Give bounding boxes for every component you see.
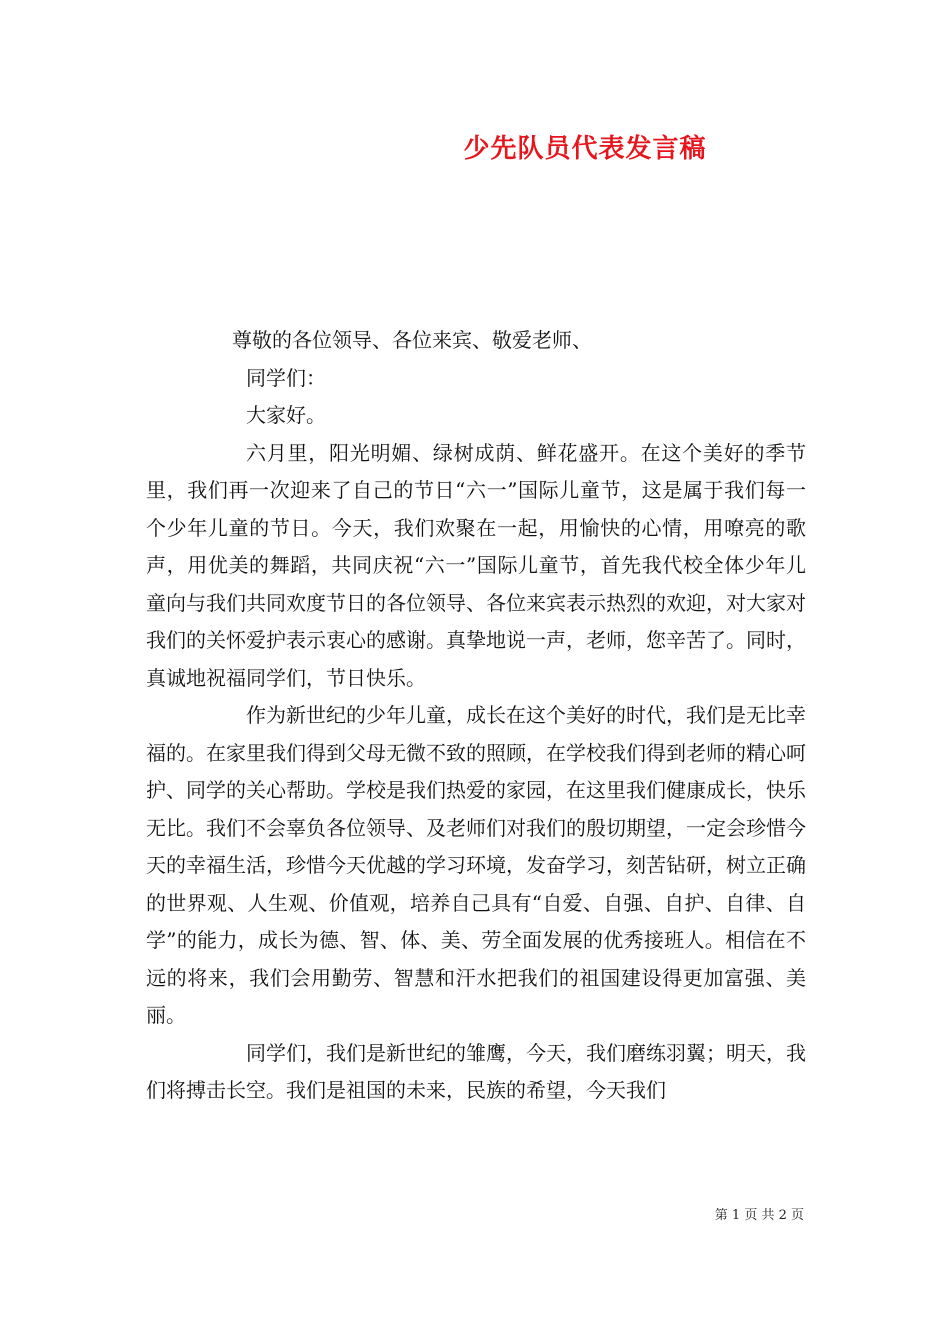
paragraph: 六月里，阳光明媚、绿树成荫、鲜花盛开。在这个美好的季节里，我们再一次迎来了自己的节日“六一”国际儿童节，这是属于我们每一个少年儿童的节日。今天，我们欢聚在一起，用愉快的心情，用嘹亮的歌声，用优美的舞蹈，共同庆祝“六一”国际儿童节，首先我代校全体少年儿童向与我们共同欢度节日的各位领导、各位来宾表示热烈的欢迎，对大家对我们的关怀爱护表示衷心的感谢。真挚地说一声，老师，您辛苦了。同时，真诚地祝福同学们，节日快乐。 bbox=[146, 440, 806, 690]
salutation-line-2: 同学们： bbox=[246, 365, 326, 390]
paragraph: 同学们，我们是新世纪的雏鹰，今天，我们磨练羽翼；明天，我们将搏击长空。我们是祖国的未来，民族的希望，今天我们 bbox=[146, 1040, 806, 1102]
document-body bbox=[146, 322, 806, 1110]
paragraph: 作为新世纪的少年儿童，成长在这个美好的时代，我们是无比幸福的。在家里我们得到父母无微不致的照顾，在学校我们得到老师的精心呵护、同学的关心帮助。学校是我们热爱的家园，在这里我们健康成长，快乐无比。我们不会辜负各位领导、及老师们对我们的殷切期望，一定会珍惜今天的幸福生活，珍惜今天优越的学习环境，发奋学习，刻苦钻研，树立正确的世界观、人生观、价值观，培养自己具有“自爱、自强、自护、自律、自学”的能力，成长为德、智、体、美、劳全面发展的优秀接班人。相信在不远的将来，我们会用勤劳、智慧和汗水把我们的祖国建设得更加富强、美丽。 bbox=[146, 703, 806, 1027]
salutation-line-1: 尊敬的各位领导、各位来宾、敬爱老师、 bbox=[232, 328, 592, 352]
document-title: 少先队员代表发言稿 bbox=[463, 134, 707, 164]
greeting: 大家好。 bbox=[246, 403, 326, 427]
page-footer: 第 1 页 共 2 页 bbox=[714, 1208, 804, 1223]
